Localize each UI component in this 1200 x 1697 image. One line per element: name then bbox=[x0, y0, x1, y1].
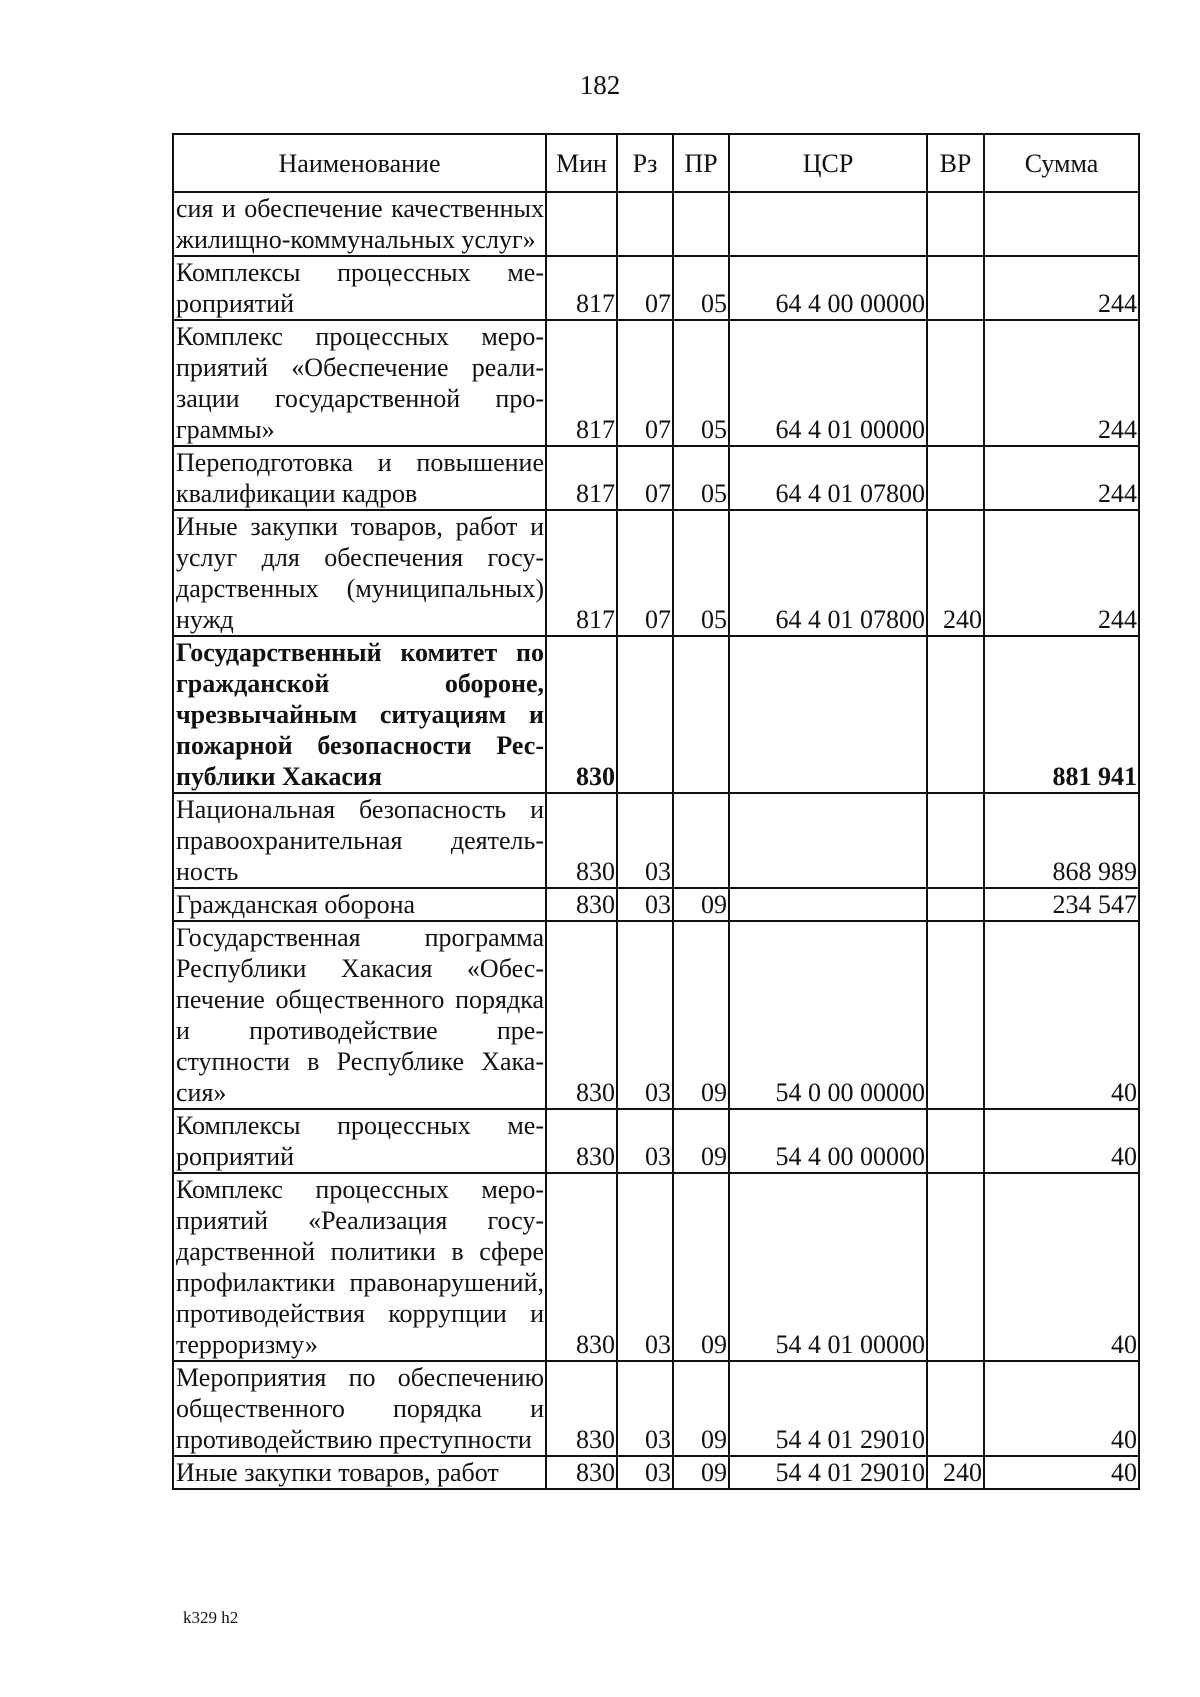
cell-sum: 40 bbox=[984, 1361, 1139, 1456]
cell-csr: 64 4 01 07800 bbox=[729, 510, 927, 636]
cell-csr bbox=[729, 192, 927, 256]
cell-pr: 09 bbox=[673, 1456, 729, 1489]
cell-sum: 40 bbox=[984, 1173, 1139, 1361]
cell-csr: 54 4 00 00000 bbox=[729, 1109, 927, 1173]
cell-name: Иные закупки товаров, работ и услуг для обеспечения государственных (муниципальных) нужд bbox=[173, 510, 546, 636]
cell-min: 830 bbox=[546, 636, 617, 793]
cell-vr bbox=[927, 793, 984, 888]
cell-name: Национальная безопасность и правоохранительная деятельность bbox=[173, 793, 546, 888]
table-row bbox=[173, 446, 1139, 510]
cell-rz: 03 bbox=[617, 1109, 673, 1173]
cell-name: Иные закупки товаров, работ bbox=[173, 1456, 546, 1489]
header-pr: ПР bbox=[673, 134, 729, 192]
cell-min: 830 bbox=[546, 888, 617, 921]
table-row bbox=[173, 510, 1139, 636]
cell-sum: 234 547 bbox=[984, 888, 1139, 921]
header-min: Мин bbox=[546, 134, 617, 192]
cell-vr: 240 bbox=[927, 1456, 984, 1489]
cell-pr: 05 bbox=[673, 256, 729, 320]
cell-sum: 40 bbox=[984, 1456, 1139, 1489]
cell-csr: 54 4 01 00000 bbox=[729, 1173, 927, 1361]
cell-pr: 09 bbox=[673, 1109, 729, 1173]
cell-rz: 07 bbox=[617, 320, 673, 446]
cell-vr bbox=[927, 921, 984, 1109]
cell-rz: 03 bbox=[617, 888, 673, 921]
cell-pr: 05 bbox=[673, 446, 729, 510]
cell-csr bbox=[729, 793, 927, 888]
cell-rz: 07 bbox=[617, 446, 673, 510]
cell-sum: 244 bbox=[984, 256, 1139, 320]
table-row bbox=[173, 1456, 1139, 1489]
cell-name: сия и обеспечение качественных жилищно-коммунальных услуг» bbox=[173, 192, 546, 256]
table-row bbox=[173, 793, 1139, 888]
cell-vr bbox=[927, 446, 984, 510]
table-row bbox=[173, 636, 1139, 793]
cell-pr: 05 bbox=[673, 320, 729, 446]
cell-pr bbox=[673, 192, 729, 256]
cell-csr bbox=[729, 636, 927, 793]
table-row bbox=[173, 1109, 1139, 1173]
cell-min: 830 bbox=[546, 1361, 617, 1456]
table-row bbox=[173, 1173, 1139, 1361]
cell-min: 830 bbox=[546, 793, 617, 888]
table-row bbox=[173, 921, 1139, 1109]
cell-rz: 07 bbox=[617, 256, 673, 320]
document-code: k329 h2 bbox=[183, 1608, 239, 1627]
table-row bbox=[173, 256, 1139, 320]
cell-sum: 40 bbox=[984, 1109, 1139, 1173]
header-vr: ВР bbox=[927, 134, 984, 192]
table-header bbox=[173, 134, 1139, 192]
cell-sum: 881 941 bbox=[984, 636, 1139, 793]
cell-min: 817 bbox=[546, 256, 617, 320]
header-sum: Сумма bbox=[984, 134, 1139, 192]
cell-min: 830 bbox=[546, 1109, 617, 1173]
table-row bbox=[173, 1361, 1139, 1456]
budget-table bbox=[172, 133, 1140, 1490]
cell-csr: 54 4 01 29010 bbox=[729, 1361, 927, 1456]
cell-min: 817 bbox=[546, 510, 617, 636]
cell-vr bbox=[927, 256, 984, 320]
cell-vr bbox=[927, 1361, 984, 1456]
table-row bbox=[173, 320, 1139, 446]
cell-rz: 03 bbox=[617, 793, 673, 888]
cell-vr: 240 bbox=[927, 510, 984, 636]
cell-min: 830 bbox=[546, 921, 617, 1109]
cell-rz: 03 bbox=[617, 1361, 673, 1456]
cell-name: Гражданская оборона bbox=[173, 888, 546, 921]
cell-rz: 03 bbox=[617, 921, 673, 1109]
cell-vr bbox=[927, 320, 984, 446]
cell-sum: 244 bbox=[984, 446, 1139, 510]
cell-csr: 54 4 01 29010 bbox=[729, 1456, 927, 1489]
cell-name: Комплекс процессных мероприятий «Реализация государственной политики в сфере профилактики правонарушений, противодействия коррупции и терроризму» bbox=[173, 1173, 546, 1361]
cell-rz: 07 bbox=[617, 510, 673, 636]
cell-sum: 40 bbox=[984, 921, 1139, 1109]
cell-csr: 64 4 00 00000 bbox=[729, 256, 927, 320]
cell-pr: 09 bbox=[673, 1173, 729, 1361]
cell-pr: 09 bbox=[673, 1361, 729, 1456]
cell-pr: 05 bbox=[673, 510, 729, 636]
cell-rz: 03 bbox=[617, 1173, 673, 1361]
table-row bbox=[173, 192, 1139, 256]
cell-vr bbox=[927, 888, 984, 921]
cell-vr bbox=[927, 192, 984, 256]
header-csr: ЦСР bbox=[729, 134, 927, 192]
cell-pr bbox=[673, 793, 729, 888]
cell-min: 830 bbox=[546, 1456, 617, 1489]
cell-vr bbox=[927, 636, 984, 793]
cell-rz bbox=[617, 636, 673, 793]
cell-min: 817 bbox=[546, 446, 617, 510]
cell-sum bbox=[984, 192, 1139, 256]
table-row bbox=[173, 888, 1139, 921]
cell-name: Комплекс процессных мероприятий «Обеспечение реализации государственной программы» bbox=[173, 320, 546, 446]
cell-pr: 09 bbox=[673, 921, 729, 1109]
cell-pr: 09 bbox=[673, 888, 729, 921]
cell-name: Государственная программа Республики Хакасия «Обеспечение общественного порядка и противодействие преступности в Республике Хакасия» bbox=[173, 921, 546, 1109]
cell-sum: 244 bbox=[984, 320, 1139, 446]
table-body bbox=[173, 192, 1139, 1489]
header-name: Наименование bbox=[173, 134, 546, 192]
cell-pr bbox=[673, 636, 729, 793]
cell-name: Государственный комитет по гражданской обороне, чрезвычайным ситуациям и пожарной безопасности Республики Хакасия bbox=[173, 636, 546, 793]
cell-name: Мероприятия по обеспечению общественного порядка и противодействию преступности bbox=[173, 1361, 546, 1456]
cell-vr bbox=[927, 1173, 984, 1361]
cell-csr: 54 0 00 00000 bbox=[729, 921, 927, 1109]
cell-name: Комплексы процессных мероприятий bbox=[173, 256, 546, 320]
cell-name: Переподготовка и повышение квалификации кадров bbox=[173, 446, 546, 510]
cell-csr bbox=[729, 888, 927, 921]
cell-min bbox=[546, 192, 617, 256]
page-number: 182 bbox=[579, 70, 621, 100]
header-rz: Рз bbox=[617, 134, 673, 192]
cell-csr: 64 4 01 07800 bbox=[729, 446, 927, 510]
cell-min: 817 bbox=[546, 320, 617, 446]
cell-name: Комплексы процессных мероприятий bbox=[173, 1109, 546, 1173]
cell-sum: 244 bbox=[984, 510, 1139, 636]
cell-sum: 868 989 bbox=[984, 793, 1139, 888]
header-row bbox=[173, 134, 1139, 192]
cell-rz bbox=[617, 192, 673, 256]
cell-csr: 64 4 01 00000 bbox=[729, 320, 927, 446]
cell-vr bbox=[927, 1109, 984, 1173]
cell-min: 830 bbox=[546, 1173, 617, 1361]
cell-rz: 03 bbox=[617, 1456, 673, 1489]
